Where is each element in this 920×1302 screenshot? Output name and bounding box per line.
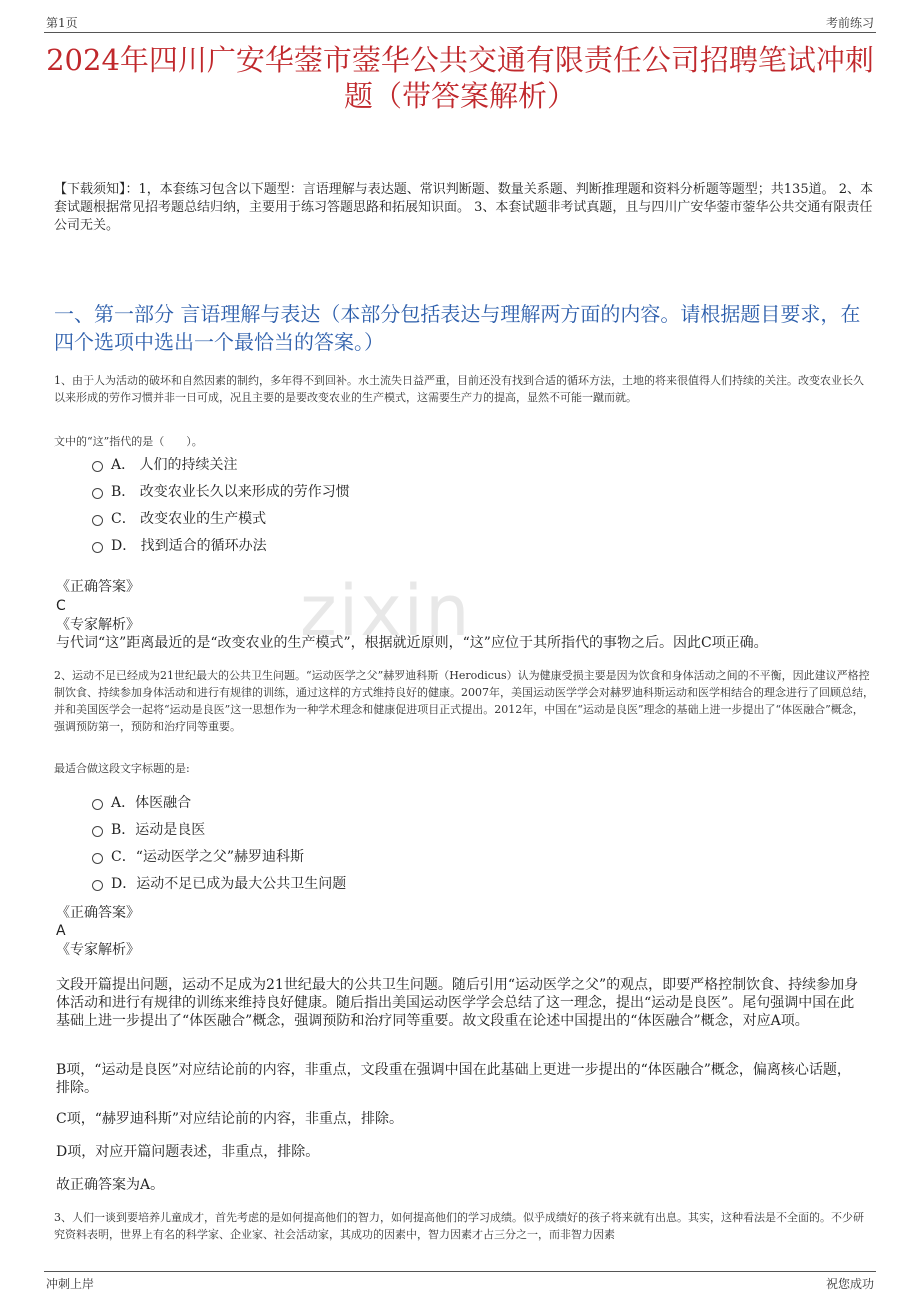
q2-analysis-paragraph: C项，“赫罗迪科斯”对应结论前的内容，非重点，排除。 bbox=[56, 1111, 404, 1127]
q2-question: 最适合做这段文字标题的是: bbox=[54, 762, 190, 775]
header-label: 考前练习 bbox=[825, 16, 874, 30]
q2-analysis-paragraph: B项，“运动是良医”对应结论前的内容，非重点，文段重在强调中国在此基础上更进一步提出的“体医融合”概念，偏离核心话题，排除。 bbox=[56, 1062, 851, 1096]
radio-icon[interactable] bbox=[92, 799, 103, 810]
q1-option-c[interactable] bbox=[92, 509, 266, 529]
q2-option-c[interactable] bbox=[92, 847, 304, 867]
q2-option-b[interactable] bbox=[92, 820, 205, 840]
section-title: 一、第一部分 言语理解与表达（本部分包括表达与理解两方面的内容。请根据题目要求，在四个选项中选出一个最恰当的答案。） bbox=[54, 302, 861, 354]
footer-left: 冲刺上岸 bbox=[46, 1277, 95, 1291]
q2-answer-label: 《正确答案》 bbox=[56, 905, 140, 921]
option-label: C．“运动医学之父”赫罗迪科斯 bbox=[111, 849, 305, 865]
option-label: B．运动是良医 bbox=[111, 822, 206, 838]
document-title: 2024年四川广安华蓥市蓥华公共交通有限责任公司招聘笔试冲刺题（带答案解析） bbox=[46, 43, 874, 113]
q1-analysis-label: 《专家解析》 bbox=[56, 617, 140, 633]
q1-option-d[interactable] bbox=[92, 536, 267, 556]
q1-analysis: 与代词“这”距离最近的是“改变农业的生产模式”，根据就近原则，“这”应位于其所指代的事物之后。因此C项正确。 bbox=[56, 635, 768, 651]
radio-icon[interactable] bbox=[92, 515, 103, 526]
q2-analysis-label: 《专家解析》 bbox=[56, 942, 140, 958]
q1-option-b[interactable] bbox=[92, 482, 350, 502]
q2-analysis-paragraph: D项，对应开篇问题表述，非重点，排除。 bbox=[56, 1144, 320, 1160]
download-notice: 【下载须知】：1，本套练习包含以下题型：言语理解与表达题、常识判断题、数量关系题、判断推理题和资料分析题等题型；共135道。 2、本套试题根据常见招考题总结归纳，主要用于练习答题思路和拓展知识面。 3、本套试题非考试真题，且与四川广安华蓥市蓥华公共交通有限责任公司无关。 bbox=[54, 182, 873, 233]
option-label: A． 人们的持续关注 bbox=[111, 457, 238, 473]
q1-answer: C bbox=[56, 598, 66, 614]
option-label: A．体医融合 bbox=[111, 795, 192, 811]
option-label: C． 改变农业的生产模式 bbox=[111, 511, 267, 527]
q2-answer: A bbox=[56, 923, 66, 939]
q1-answer-label: 《正确答案》 bbox=[56, 579, 140, 595]
q2-option-a[interactable] bbox=[92, 793, 191, 813]
q3-stem: 3、人们一谈到要培养儿童成才，首先考虑的是如何提高他们的智力，如何提高他们的学习成绩。似乎成绩好的孩子将来就有出息。其实，这种看法是不全面的。不少研究资料表明，世界上有名的科学家、企业家、社会活动家，其成功的因素中，智力因素才占三分之一，而非智力因素 bbox=[54, 1211, 864, 1241]
radio-icon[interactable] bbox=[92, 488, 103, 499]
radio-icon[interactable] bbox=[92, 542, 103, 553]
radio-icon[interactable] bbox=[92, 461, 103, 472]
option-label: B． 改变农业长久以来形成的劳作习惯 bbox=[111, 484, 350, 500]
q2-option-d[interactable] bbox=[92, 874, 346, 894]
q2-analysis-paragraph: 故正确答案为A。 bbox=[56, 1177, 165, 1193]
radio-icon[interactable] bbox=[92, 853, 103, 864]
q1-stem: 1、由于人为活动的破坏和自然因素的制约，多年得不到回补。水土流失日益严重，目前还没有找到合适的循环方法，土地的将来很值得人们持续的关注。改变农业长久以来形成的劳作习惯并非一日可成，况且主要的是要改变农业的生产模式，这需要生产力的提高，显然不可能一蹴而就。 bbox=[54, 374, 864, 404]
header-divider bbox=[44, 32, 876, 33]
option-label: D．运动不足已成为最大公共卫生问题 bbox=[111, 876, 347, 892]
footer-divider bbox=[44, 1271, 876, 1272]
radio-icon[interactable] bbox=[92, 826, 103, 837]
option-label: D． 找到适合的循环办法 bbox=[111, 538, 267, 554]
q1-question: 文中的“这”指代的是（ ）。 bbox=[54, 435, 203, 448]
watermark: zixin bbox=[300, 570, 472, 652]
header-page-number: 第1页 bbox=[46, 16, 78, 30]
q2-stem: 2、运动不足已经成为21世纪最大的公共卫生问题。“运动医学之父”赫罗迪科斯（Herodicus）认为健康受损主要是因为饮食和身体活动之间的不平衡，因此建议严格控制饮食、持续参加身体活动和进行有规律的训练，通过这样的方式维持良好的健康。2007年，美国运动医学学会对赫罗迪科斯运动和医学相结合的理念进行了回顾总结，并和美国医学会一起将“运动是良医”这一思想作为一种学术理念和健康促进项目正式提出。2012年，中国在“运动是良医”理念的基础上进一步提出了“体医融合”概念，强调预防第一，预防和治疗同等重要。 bbox=[54, 669, 874, 733]
q2-analysis-paragraph: 文段开篇提出问题，运动不足成为21世纪最大的公共卫生问题。随后引用“运动医学之父”的观点，即要严格控制饮食、持续参加身体活动和进行有规律的训练来维持良好健康。随后指出美国运动医学学会总结了这一理念，提出“运动是良医”。尾句强调中国在此基础上进一步提出了“体医融合”概念，强调预防和治疗同等重要。故文段重在论述中国提出的“体医融合”概念，对应A项。 bbox=[56, 977, 859, 1029]
radio-icon[interactable] bbox=[92, 880, 103, 891]
q1-option-a[interactable] bbox=[92, 455, 238, 475]
footer-right: 祝您成功 bbox=[825, 1277, 874, 1291]
